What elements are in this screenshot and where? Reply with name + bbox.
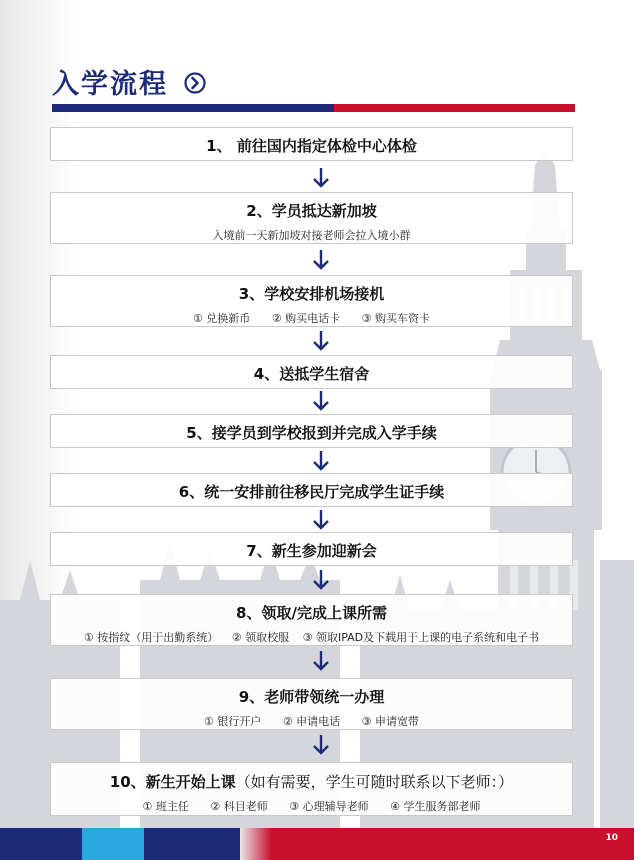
step-item: ③ 申请宽带: [361, 715, 420, 728]
step-title: 5、接学员到学校报到并完成入学手续: [186, 424, 437, 442]
step-item: ③ 领取IPAD及下载用于上课的电子系统和电子书: [302, 631, 540, 644]
step-items: [51, 713, 572, 729]
step-item: ④ 学生服务部老师: [390, 800, 481, 813]
step-items: [51, 629, 572, 645]
title-underline-red: [334, 104, 575, 112]
arrow-down-icon: [312, 330, 330, 352]
arrow-down-icon: [312, 450, 330, 472]
step-title: 9、老师带领统一办理: [238, 688, 385, 706]
step-items: [51, 310, 572, 326]
step-title-note: （如有需要，学生可随时联系以下老师：）: [235, 773, 514, 791]
step-7: [50, 532, 573, 566]
arrow-down-icon: [312, 569, 330, 591]
step-item: ③ 心理辅导老师: [289, 800, 369, 813]
arrow-down-icon: [312, 249, 330, 271]
page-title: 入学流程: [52, 69, 168, 100]
step-1: [50, 127, 573, 161]
arrow-down-icon: [312, 650, 330, 672]
footer-color-bar: [0, 828, 634, 860]
step-item: ① 银行开户: [203, 715, 262, 728]
step-item: ② 购买电话卡: [271, 312, 341, 325]
arrow-down-icon: [312, 390, 330, 412]
step-title-main: 10、新生开始上课: [109, 773, 236, 791]
step-2: [50, 192, 573, 244]
step-title: 7、新生参加迎新会: [246, 542, 377, 560]
step-item: ① 兑换新币: [192, 312, 251, 325]
arrow-down-icon: [312, 167, 330, 189]
arrow-down-icon: [312, 734, 330, 756]
title-underline-blue: [52, 104, 334, 112]
step-title: 6、统一安排前往移民厅完成学生证手续: [178, 483, 445, 501]
step-3: [50, 275, 573, 327]
arrow-down-icon: [312, 509, 330, 531]
step-title: 1、 前往国内指定体检中心体检: [206, 137, 417, 155]
step-item: ② 领取校服: [231, 631, 290, 644]
step-8: [50, 594, 573, 646]
step-item: ② 科目老师: [210, 800, 268, 813]
step-item: ① 班主任: [142, 800, 189, 813]
step-10: [50, 762, 573, 816]
step-title: 4、送抵学生宿舍: [253, 365, 370, 383]
chevron-right-circle-icon: [184, 72, 206, 94]
step-item: ③ 购买车资卡: [361, 312, 431, 325]
step-title: 3、学校安排机场接机: [238, 285, 385, 303]
step-6: [50, 473, 573, 507]
step-title: [51, 771, 572, 792]
step-item: ① 按指纹（用于出勤系统）: [83, 631, 219, 644]
page-number: 10: [605, 833, 618, 843]
step-item: ② 申请电话: [282, 715, 341, 728]
step-subtitle: 入境前一天新加坡对接老师会拉入境小群: [212, 229, 411, 242]
step-items: [51, 798, 572, 814]
step-9: [50, 678, 573, 730]
step-4: [50, 355, 573, 389]
step-5: [50, 414, 573, 448]
step-title: 8、领取/完成上课所需: [236, 604, 387, 622]
step-title: 2、学员抵达新加坡: [246, 202, 377, 220]
